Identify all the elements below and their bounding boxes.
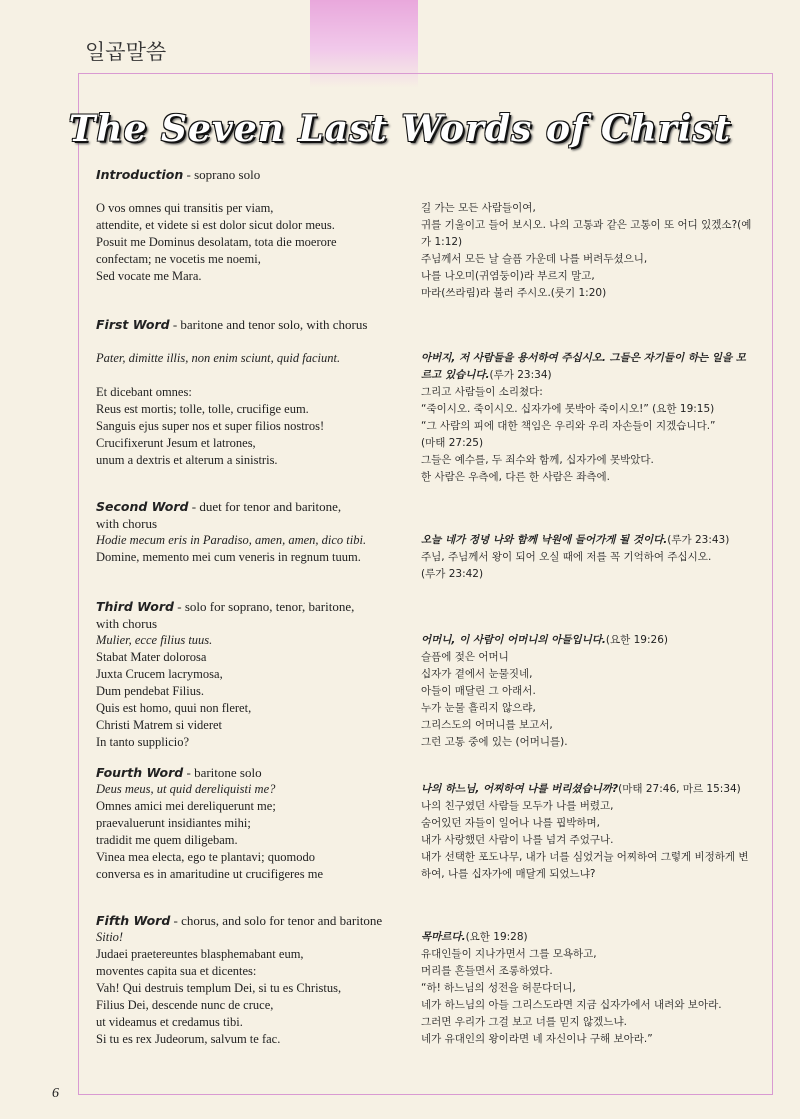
korean-quote: 아버지, 저 사람들을 용서하여 주십시오. 그들은 자기들이 하는 일을 모르고 있습니다. (421, 352, 746, 381)
word-description: - chorus, and solo for tenor and baritone (170, 913, 383, 928)
korean-line: 그리스도의 어머니를 보고서, (421, 719, 553, 731)
korean-line: 아들이 매달린 그 아래서. (421, 685, 536, 697)
korean-text (421, 781, 756, 883)
korean-text (421, 200, 756, 302)
korean-line: 슬픔에 젖은 어머니 (421, 651, 509, 663)
section-second-word (96, 498, 756, 583)
korean-reference: (요한 19:26) (605, 634, 668, 646)
latin-line: Stabat Mater dolorosa (96, 650, 207, 664)
korean-line: 숨어있던 자들이 일어나 나를 핍박하며, (421, 817, 600, 829)
word-description: - duet for tenor and baritone, (188, 499, 342, 514)
latin-quote: Deus meus, ut quid dereliquisti me? (96, 782, 276, 796)
word-description: - solo for soprano, tenor, baritone, (173, 599, 355, 614)
page-number: 6 (52, 1086, 59, 1101)
latin-line: Domine, memento mei cum veneris in regnum tuum. (96, 550, 361, 564)
section-heading (96, 316, 756, 333)
latin-line: tradidit me quem diligebam. (96, 833, 238, 847)
korean-line: 그리고 사람들이 소리쳤다: (421, 386, 543, 398)
section-fourth-word (96, 764, 756, 883)
korean-line: 그들은 예수를, 두 죄수와 함께, 십자가에 못박았다. (421, 454, 654, 466)
latin-line: Et dicebant omnes: (96, 385, 192, 399)
korean-reference: (마태 27:46, 마르 15:34) (618, 783, 741, 795)
korean-text (421, 929, 756, 1048)
word-title: First Word (96, 317, 170, 332)
korean-quote: 오늘 네가 정녕 나와 함께 낙원에 들어가게 될 것이다. (421, 534, 668, 546)
section-label: 일곱말씀 (82, 38, 169, 66)
latin-line: Juxta Crucem lacrymosa, (96, 667, 223, 681)
korean-quote: 나의 하느님, 어찌하여 나를 버리셨습니까? (421, 783, 619, 795)
korean-reference: (요한 19:28) (465, 931, 528, 943)
word-description-continued: with chorus (96, 616, 158, 631)
latin-line: Vinea mea electa, ego te plantavi; quomodo (96, 850, 315, 864)
section-heading (96, 912, 756, 929)
latin-line: Reus est mortis; tolle, tolle, crucifige eum. (96, 402, 309, 416)
latin-line: unum a dextris et alterum a sinistris. (96, 453, 278, 467)
korean-text (421, 350, 756, 486)
word-description: - baritone and tenor solo, with chorus (169, 317, 368, 332)
korean-line: 귀를 기울이고 들어 보시오. 나의 고통과 같은 고통이 또 어디 있겠소?(예가 1:12) (421, 219, 752, 248)
latin-line: Christi Matrem si videret (96, 718, 223, 732)
latin-text (96, 350, 396, 486)
section-heading (96, 166, 756, 183)
latin-text (96, 929, 396, 1048)
latin-line: Filius Dei, descende nunc de cruce, (96, 998, 274, 1012)
korean-line: 머리를 흔들면서 조롱하였다. (421, 965, 553, 977)
latin-line: Quis est homo, quui non fleret, (96, 701, 252, 715)
latin-line: Judaei praetereuntes blasphemabant eum, (96, 947, 304, 961)
section-first-word (96, 316, 756, 486)
latin-line: Sed vocate me Mara. (96, 269, 202, 283)
korean-reference: (루가 23:43) (667, 534, 730, 546)
section-heading (96, 764, 756, 781)
korean-line: (마태 27:25) (421, 437, 484, 449)
section-heading (96, 598, 756, 615)
latin-line: In tanto supplicio? (96, 735, 190, 749)
latin-text (96, 200, 396, 302)
word-description: - baritone solo (183, 765, 262, 780)
latin-line: attendite, et videte si est dolor sicut dolor meus. (96, 218, 335, 232)
latin-text (96, 632, 396, 751)
word-title: Introduction (96, 167, 184, 182)
korean-line: 그런 고통 중에 있는 (어머니를). (421, 736, 568, 748)
latin-line: O vos omnes qui transitis per viam, (96, 201, 274, 215)
latin-text (96, 532, 396, 583)
word-title: Third Word (96, 599, 174, 614)
latin-line: ut videamus et credamus tibi. (96, 1015, 243, 1029)
korean-line: 네가 하느님의 아들 그리스도라면 지금 십자가에서 내려와 보아라. (421, 999, 722, 1011)
korean-line: “그 사람의 피에 대한 책임은 우리와 우리 자손들이 지겠습니다.” (421, 420, 716, 432)
latin-line: Dum pendebat Filius. (96, 684, 204, 698)
latin-line: Omnes amici mei dereliquerunt me; (96, 799, 276, 813)
korean-line: (루가 23:42) (421, 568, 484, 580)
latin-line: Vah! Qui destruis templum Dei, si tu es Christus, (96, 981, 342, 995)
latin-quote: Mulier, ecce filius tuus. (96, 633, 213, 647)
latin-quote: Sitio! (96, 930, 124, 944)
korean-line: 한 사람은 우측에, 다른 한 사람은 좌측에. (421, 471, 610, 483)
korean-line: 네가 유대인의 왕이라면 네 자신이나 구해 보아라.” (421, 1033, 653, 1045)
korean-line: 그러면 우리가 그걸 보고 너를 믿지 않겠느냐. (421, 1016, 627, 1028)
korean-line: 길 가는 모든 사람들이여, (421, 202, 536, 214)
section-third-word (96, 598, 756, 751)
korean-quote: 목마르다. (421, 931, 466, 943)
latin-line: moventes capita sua et dicentes: (96, 964, 257, 978)
korean-line: 내가 선택한 포도나무, 내가 너를 심었거늘 어찌하여 그렇게 비정하게 변하여, 나를 십자가에 매달게 되었느냐? (421, 851, 749, 880)
korean-line: 유대인들이 지나가면서 그를 모욕하고, (421, 948, 597, 960)
page-title: The Seven Last Words of Christ (68, 108, 732, 150)
korean-line: 나의 친구였던 사람들 모두가 나를 버렸고, (421, 800, 614, 812)
latin-quote: Hodie mecum eris in Paradiso, amen, amen, dico tibi. (96, 533, 367, 547)
korean-line: “죽이시오. 죽이시오. 십자가에 못박아 죽이시오!” (요한 19:15) (421, 403, 715, 415)
korean-line: 나를 나오미(귀염둥이)라 부르지 말고, (421, 270, 595, 282)
korean-line: 마라(쓰라림)라 불러 주시오.(룻기 1:20) (421, 287, 607, 299)
korean-line: 누가 눈물 흘리지 않으랴, (421, 702, 536, 714)
latin-quote: Pater, dimitte illis, non enim sciunt, quid faciunt. (96, 351, 341, 365)
latin-line: Si tu es rex Judeorum, salvum te fac. (96, 1032, 281, 1046)
section-introduction (96, 166, 756, 302)
latin-line: confectam; ne vocetis me noemi, (96, 252, 261, 266)
korean-line: “하! 하느님의 성전을 허문다더니, (421, 982, 576, 994)
korean-reference: (루가 23:34) (489, 369, 552, 381)
section-heading (96, 498, 756, 515)
latin-text (96, 781, 396, 883)
korean-text (421, 632, 756, 751)
korean-text (421, 532, 756, 583)
word-title: Fifth Word (96, 913, 171, 928)
word-title: Fourth Word (96, 765, 184, 780)
latin-line: Posuit me Dominus desolatam, tota die moerore (96, 235, 337, 249)
korean-quote: 어머니, 이 사람이 어머니의 아들입니다. (421, 634, 606, 646)
word-description: - soprano solo (183, 167, 261, 182)
word-title: Second Word (96, 499, 189, 514)
section-fifth-word (96, 912, 756, 1048)
korean-line: 십자가 곁에서 눈물짓네, (421, 668, 533, 680)
korean-line: 내가 사랑했던 사람이 나를 넘겨 주었구나. (421, 834, 614, 846)
latin-line: praevaluerunt insidiantes mihi; (96, 816, 251, 830)
latin-line: Sanguis ejus super nos et super filios nostros! (96, 419, 325, 433)
korean-line: 주님, 주님께서 왕이 되어 오실 때에 저를 꼭 기억하여 주십시오. (421, 551, 712, 563)
korean-line: 주님께서 모든 날 슬픔 가운데 나를 버려두셨으니, (421, 253, 648, 265)
latin-line: Crucifixerunt Jesum et latrones, (96, 436, 256, 450)
word-description-continued: with chorus (96, 516, 158, 531)
latin-line: conversa es in amaritudine ut crucifigeres me (96, 867, 323, 881)
